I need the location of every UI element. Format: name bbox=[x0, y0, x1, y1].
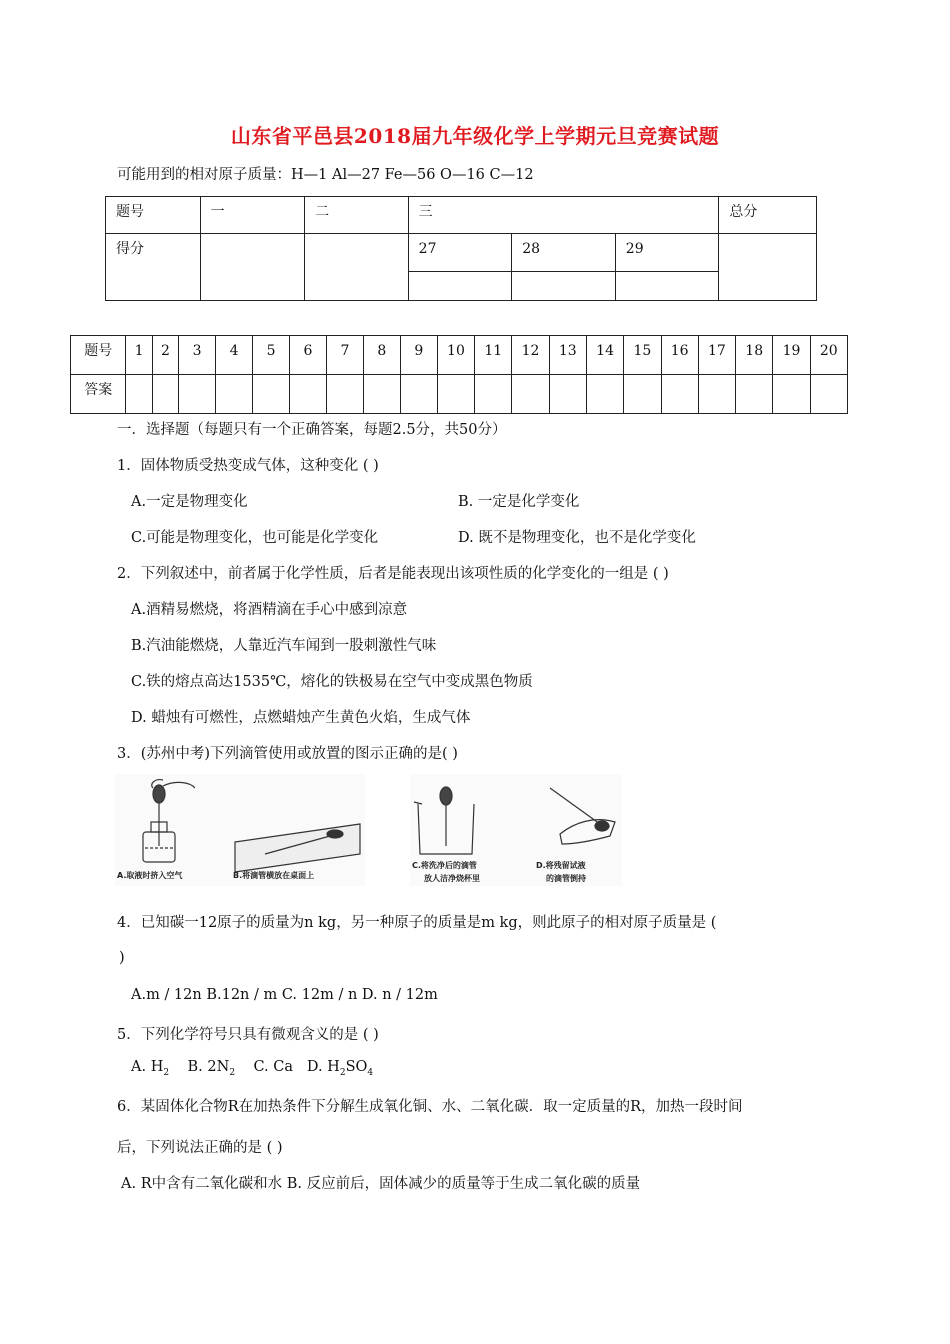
q2-option-d: D. 蜡烛有可燃性，点燃蜡烛产生黄色火焰，生成气体 bbox=[131, 710, 471, 726]
score-sub-29: 29 bbox=[615, 234, 719, 272]
answer-number-7: 7 bbox=[326, 336, 363, 375]
q2-option-b: B.汽油能燃烧，人靠近汽车闻到一股刺激性气味 bbox=[131, 638, 437, 654]
score-header-part3: 三 bbox=[408, 197, 719, 234]
q3-figure-ab bbox=[115, 774, 365, 886]
answer-cell-3[interactable] bbox=[179, 375, 216, 414]
q5-option-b: B. $2N_2$ bbox=[187, 1059, 236, 1078]
answer-cell-15[interactable] bbox=[624, 375, 661, 414]
q2-option-c: C.铁的熔点高达1535℃，熔化的铁极易在空气中变成黑色物质 bbox=[131, 674, 533, 690]
answer-number-4: 4 bbox=[216, 336, 253, 375]
figure-d-caption-1: D.将残留试液 bbox=[536, 861, 586, 870]
answer-cell-2[interactable] bbox=[152, 375, 178, 414]
figure-c-caption-2: 放人洁净烧杯里 bbox=[424, 874, 480, 883]
answer-cell-1[interactable] bbox=[126, 375, 152, 414]
answer-number-1: 1 bbox=[126, 336, 152, 375]
answer-number-15: 15 bbox=[624, 336, 661, 375]
page-title: 山东省平邑县2018届九年级化学上学期元旦竞赛试题 bbox=[230, 124, 720, 148]
answer-number-3: 3 bbox=[179, 336, 216, 375]
score-cell-27[interactable] bbox=[408, 271, 512, 300]
answer-cell-9[interactable] bbox=[400, 375, 437, 414]
q5-option-a: A. $H_2$ bbox=[131, 1059, 170, 1078]
answer-cell-6[interactable] bbox=[290, 375, 327, 414]
answer-cell-16[interactable] bbox=[661, 375, 698, 414]
answer-cell-19[interactable] bbox=[773, 375, 810, 414]
q6-stem-line2: 后，下列说法正确的是 ( ) bbox=[117, 1140, 283, 1156]
q5-options bbox=[131, 1059, 373, 1078]
figure-b-caption: B.将滴管横放在桌面上 bbox=[233, 871, 315, 880]
answer-cell-17[interactable] bbox=[698, 375, 735, 414]
score-cell-29[interactable] bbox=[615, 271, 719, 300]
answer-cell-4[interactable] bbox=[216, 375, 253, 414]
score-header-part2: 二 bbox=[305, 197, 409, 234]
answer-number-17: 17 bbox=[698, 336, 735, 375]
q6-stem-line1: 6．某固体化合物R在加热条件下分解生成氧化铜、水、二氧化碳．取一定质量的R，加热一段时间 bbox=[117, 1099, 743, 1115]
score-sub-27: 27 bbox=[408, 234, 512, 272]
answer-number-12: 12 bbox=[512, 336, 549, 375]
answer-cell-11[interactable] bbox=[475, 375, 512, 414]
q1-option-d: D. 既不是物理变化，也不是化学变化 bbox=[458, 530, 696, 546]
q3-stem: 3．(苏州中考)下列滴管使用或放置的图示正确的是( ) bbox=[117, 746, 458, 762]
answer-number-20: 20 bbox=[810, 336, 847, 375]
answer-cell-5[interactable] bbox=[253, 375, 290, 414]
score-row-label: 得分 bbox=[106, 234, 201, 301]
score-cell-part1[interactable] bbox=[200, 234, 305, 301]
answer-number-18: 18 bbox=[736, 336, 773, 375]
q1-option-a: A.一定是物理变化 bbox=[131, 494, 248, 510]
score-cell-28[interactable] bbox=[512, 271, 616, 300]
answer-number-9: 9 bbox=[400, 336, 437, 375]
answer-header-label: 题号 bbox=[71, 336, 126, 375]
answer-number-11: 11 bbox=[475, 336, 512, 375]
figure-c-caption-1: C.将洗净后的滴管 bbox=[412, 861, 477, 870]
q3-figure-cd bbox=[410, 774, 622, 886]
q4-stem: 4．已知碳一12原子的质量为n kg，另一种原子的质量是m kg，则此原子的相对原子质量是 ( bbox=[117, 915, 717, 931]
q4-stem-continuation: ) bbox=[119, 950, 125, 966]
figure-d-caption-2: 的滴管倒持 bbox=[546, 874, 586, 883]
answer-cell-14[interactable] bbox=[586, 375, 623, 414]
q5-option-c: C. Ca bbox=[253, 1059, 294, 1075]
q2-stem: 2．下列叙述中，前者属于化学性质，后者是能表现出该项性质的化学变化的一组是 ( ) bbox=[117, 566, 669, 582]
q1-stem: 1．固体物质受热变成气体，这种变化 ( ) bbox=[117, 458, 379, 474]
answer-cell-8[interactable] bbox=[363, 375, 400, 414]
section-1-heading: 一．选择题（每题只有一个正确答案，每题2.5分，共50分） bbox=[117, 422, 507, 438]
score-sub-28: 28 bbox=[512, 234, 616, 272]
answer-number-14: 14 bbox=[586, 336, 623, 375]
answer-cell-18[interactable] bbox=[736, 375, 773, 414]
answer-number-8: 8 bbox=[363, 336, 400, 375]
answer-number-19: 19 bbox=[773, 336, 810, 375]
score-header-total: 总分 bbox=[719, 197, 817, 234]
score-header-label: 题号 bbox=[106, 197, 201, 234]
answer-cell-7[interactable] bbox=[326, 375, 363, 414]
q5-stem: 5．下列化学符号只具有微观含义的是 ( ) bbox=[117, 1027, 379, 1043]
answer-cell-13[interactable] bbox=[549, 375, 586, 414]
answer-number-5: 5 bbox=[253, 336, 290, 375]
score-header-part1: 一 bbox=[200, 197, 305, 234]
answer-cell-10[interactable] bbox=[437, 375, 474, 414]
answer-number-10: 10 bbox=[437, 336, 474, 375]
q1-option-b: B. 一定是化学变化 bbox=[458, 494, 580, 510]
q1-option-c: C.可能是物理变化，也可能是化学变化 bbox=[131, 530, 379, 546]
figure-a-caption: A.取液时挤入空气 bbox=[117, 871, 183, 880]
answer-number-2: 2 bbox=[152, 336, 178, 375]
q2-option-a: A.酒精易燃烧，将酒精滴在手心中感到凉意 bbox=[131, 602, 408, 618]
q5-option-d: D. $H_2SO_4$ bbox=[306, 1059, 374, 1078]
score-table bbox=[105, 196, 817, 301]
score-cell-total[interactable] bbox=[719, 234, 817, 301]
q6-options-ab: A. R中含有二氧化碳和水 B. 反应前后，固体减少的质量等于生成二氧化碳的质量 bbox=[121, 1176, 641, 1192]
score-cell-part2[interactable] bbox=[305, 234, 409, 301]
answer-row-label: 答案 bbox=[71, 375, 126, 414]
answer-number-13: 13 bbox=[549, 336, 586, 375]
answer-number-16: 16 bbox=[661, 336, 698, 375]
answer-table bbox=[70, 335, 848, 414]
q4-options: A.m / 12n B.12n / m C. 12m / n D. n / 12m bbox=[131, 987, 438, 1003]
answer-cell-20[interactable] bbox=[810, 375, 847, 414]
answer-number-6: 6 bbox=[290, 336, 327, 375]
answer-cell-12[interactable] bbox=[512, 375, 549, 414]
atomic-mass-note: 可能用到的相对原子质量：H—1 Al—27 Fe—56 O—16 C—12 bbox=[117, 167, 534, 183]
